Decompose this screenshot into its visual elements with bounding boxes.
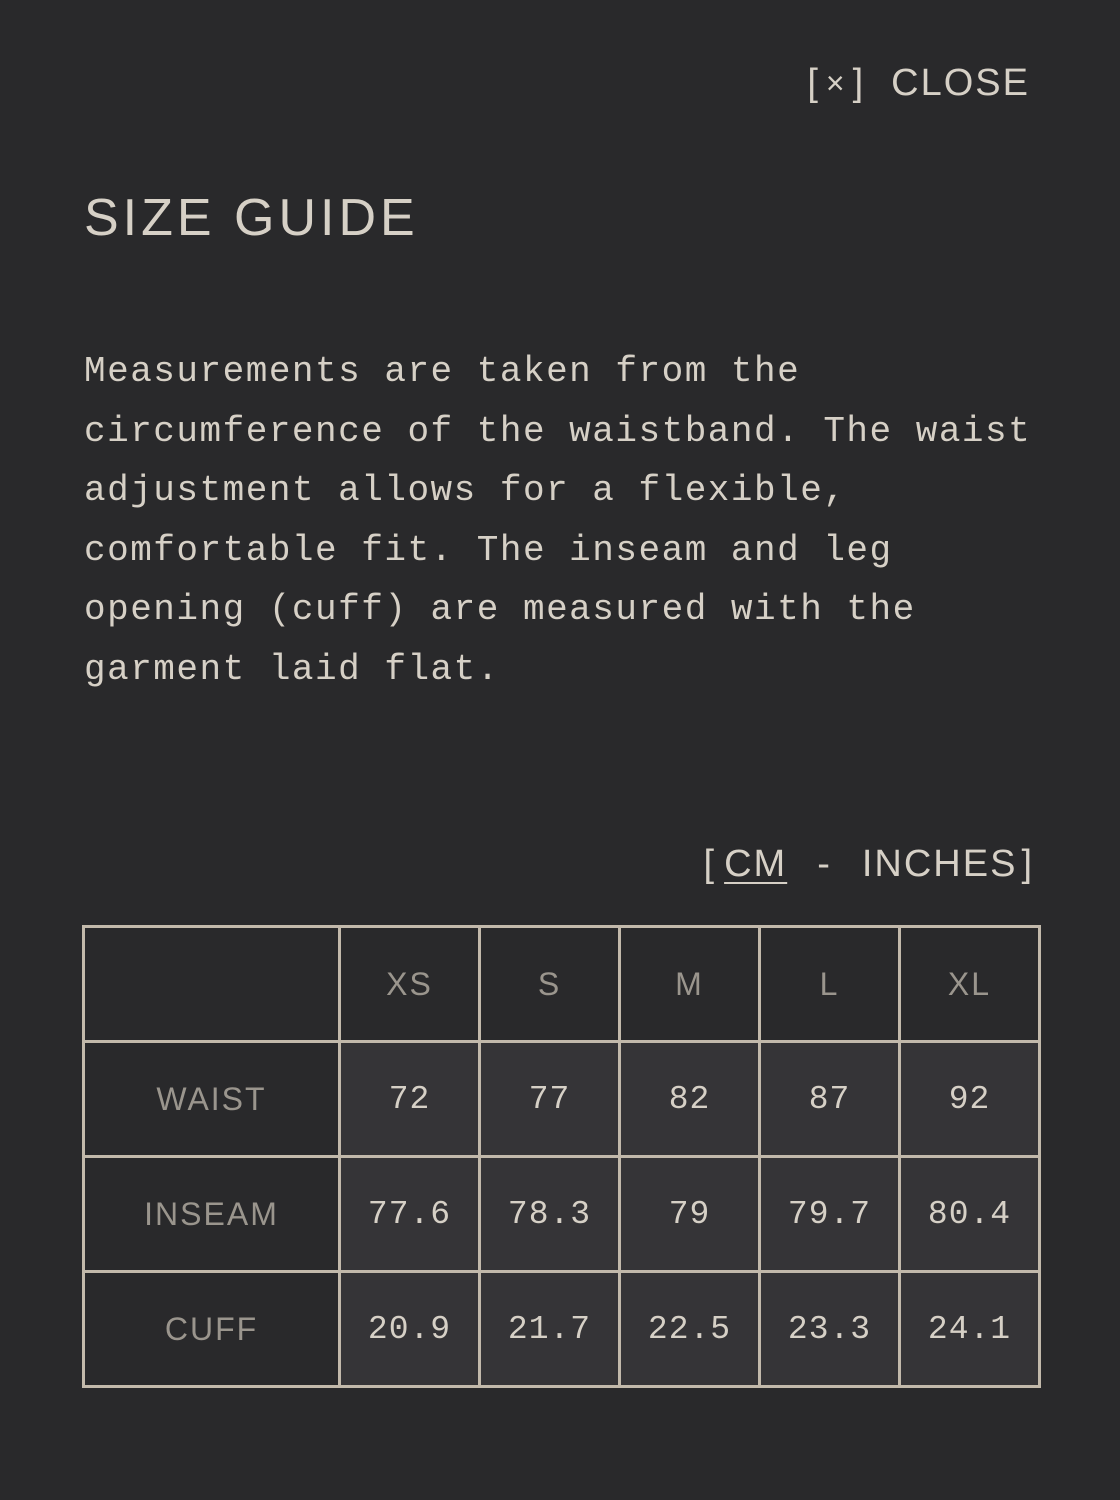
close-bracket-close: ]: [852, 62, 866, 104]
cuff-xs-cell: 20.9: [340, 1272, 480, 1387]
size-header-xl: XL: [900, 927, 1040, 1042]
close-label[interactable]: CLOSE: [891, 62, 1030, 104]
inseam-s-cell: 78.3: [480, 1157, 620, 1272]
waist-xs-cell: 72: [340, 1042, 480, 1157]
cuff-s-cell: 21.7: [480, 1272, 620, 1387]
size-header-s: S: [480, 927, 620, 1042]
waist-xl-cell: 92: [900, 1042, 1040, 1157]
unit-separator: -: [817, 843, 832, 885]
inseam-xl-cell: 80.4: [900, 1157, 1040, 1272]
close-icon[interactable]: ×: [825, 65, 847, 101]
size-guide-description: Measurements are taken from the circumference of the waistband. The waist adjustment allows for a flexible, comfortable fit. The inseam and leg opening (cuff) are measured with the garment laid flat.: [84, 351, 1032, 690]
size-header-xs: XS: [340, 927, 480, 1042]
unit-bracket-open: [: [703, 843, 717, 885]
inseam-xs-cell: 77.6: [340, 1157, 480, 1272]
inseam-m-cell: 79: [620, 1157, 760, 1272]
table-row-waist: [84, 1042, 1040, 1157]
unit-bracket-close: ]: [1021, 843, 1034, 885]
cuff-xl-cell: 24.1: [900, 1272, 1040, 1387]
close-button[interactable]: [807, 62, 1030, 105]
unit-toggle: [704, 843, 1034, 886]
row-label-cuff: CUFF: [84, 1272, 340, 1387]
waist-m-cell: 82: [620, 1042, 760, 1157]
row-label-waist: WAIST: [84, 1042, 340, 1157]
unit-option-inches[interactable]: INCHES: [861, 843, 1018, 885]
table-row-inseam: [84, 1157, 1040, 1272]
table-row-cuff: [84, 1272, 1040, 1387]
waist-s-cell: 77: [480, 1042, 620, 1157]
size-header-m: M: [620, 927, 760, 1042]
cuff-l-cell: 23.3: [760, 1272, 900, 1387]
row-label-inseam: INSEAM: [84, 1157, 340, 1272]
size-table: [82, 925, 1041, 1388]
size-header-l: L: [760, 927, 900, 1042]
table-corner-cell: [84, 927, 340, 1042]
waist-l-cell: 87: [760, 1042, 900, 1157]
size-header-row: [84, 927, 1040, 1042]
unit-option-cm[interactable]: CM: [724, 843, 788, 885]
inseam-l-cell: 79.7: [760, 1157, 900, 1272]
page-title: SIZE GUIDE: [84, 189, 419, 247]
cuff-m-cell: 22.5: [620, 1272, 760, 1387]
close-bracket-open: [: [807, 62, 820, 104]
